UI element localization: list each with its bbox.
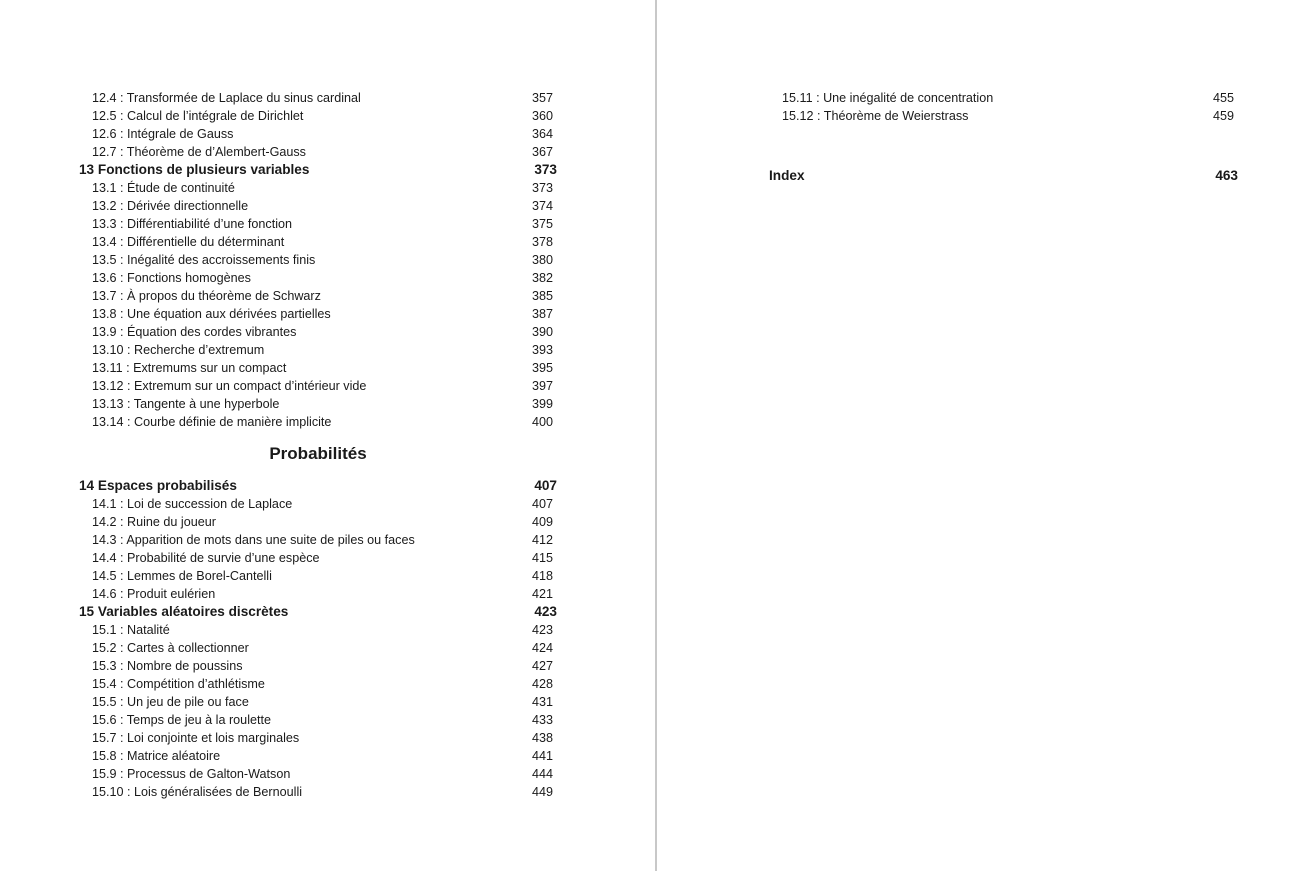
- left-page: [0, 0, 655, 871]
- section-title: 15.7 : Loi conjointe et lois marginales: [92, 731, 300, 745]
- page-number: 424: [531, 641, 553, 655]
- page-number: 360: [531, 109, 553, 123]
- page-number: 418: [531, 569, 553, 583]
- page-number: 438: [531, 731, 553, 745]
- page-number: 409: [531, 515, 553, 529]
- chapter-title: 14 Espaces probabilisés: [79, 478, 237, 493]
- page-number: 397: [531, 379, 553, 393]
- toc-section-entry[interactable]: [79, 233, 557, 251]
- page-number: 415: [531, 551, 553, 565]
- toc-left: [79, 89, 557, 801]
- toc-section-entry[interactable]: [79, 765, 557, 783]
- chapter-title: 13 Fonctions de plusieurs variables: [79, 162, 310, 177]
- page-number: 364: [531, 127, 553, 141]
- index-page-number: 463: [1215, 168, 1238, 183]
- right-page: [657, 0, 1316, 871]
- page-number: 385: [531, 289, 553, 303]
- section-title: 13.11 : Extremums sur un compact: [92, 361, 287, 375]
- page-number: 382: [531, 271, 553, 285]
- toc-section-entry[interactable]: [79, 747, 557, 765]
- page-number: 444: [531, 767, 553, 781]
- page-number: 407: [534, 478, 557, 493]
- page-number: 357: [531, 91, 553, 105]
- page-number: 421: [531, 587, 553, 601]
- index-entry[interactable]: [769, 167, 1238, 185]
- page-number: 455: [1212, 91, 1234, 105]
- page-number: 393: [531, 343, 553, 357]
- toc-section-entry[interactable]: [79, 711, 557, 729]
- toc-section-entry[interactable]: [79, 585, 557, 603]
- toc-section-entry[interactable]: [79, 377, 557, 395]
- spacer: [769, 125, 1238, 167]
- toc-section-entry[interactable]: [79, 305, 557, 323]
- section-title: 15.4 : Compétition d’athlétisme: [92, 677, 265, 691]
- section-title: 13.14 : Courbe définie de manière implicite: [92, 415, 332, 429]
- toc-section-entry[interactable]: [79, 323, 557, 341]
- page-number: 449: [531, 785, 553, 799]
- page-number: 380: [531, 253, 553, 267]
- toc-section-entry[interactable]: [79, 341, 557, 359]
- toc-section-entry[interactable]: [79, 269, 557, 287]
- toc-block-probabilites: [79, 477, 557, 801]
- toc-chapter-entry[interactable]: [79, 477, 557, 495]
- toc-section-entry[interactable]: [79, 531, 557, 549]
- toc-section-entry[interactable]: [79, 89, 557, 107]
- toc-chapter-entry[interactable]: [79, 603, 557, 621]
- section-title: 13.8 : Une équation aux dérivées partielles: [92, 307, 331, 321]
- page-number: 373: [531, 181, 553, 195]
- toc-section-entry[interactable]: [79, 567, 557, 585]
- section-title: 13.5 : Inégalité des accroissements finis: [92, 253, 316, 267]
- page-number: 423: [531, 623, 553, 637]
- toc-section-entry[interactable]: [79, 125, 557, 143]
- page-number: 400: [531, 415, 553, 429]
- toc-section-entry[interactable]: [769, 107, 1238, 125]
- section-title: 13.6 : Fonctions homogènes: [92, 271, 251, 285]
- section-title: 14.6 : Produit eulérien: [92, 587, 216, 601]
- toc-block-continued: [769, 89, 1238, 125]
- toc-section-entry[interactable]: [79, 251, 557, 269]
- toc-section-entry[interactable]: [79, 513, 557, 531]
- section-title: 15.3 : Nombre de poussins: [92, 659, 243, 673]
- section-title: 14.2 : Ruine du joueur: [92, 515, 216, 529]
- page-number: 428: [531, 677, 553, 691]
- section-title: 15.6 : Temps de jeu à la roulette: [92, 713, 271, 727]
- page-number: 395: [531, 361, 553, 375]
- section-title: 15.5 : Un jeu de pile ou face: [92, 695, 249, 709]
- page-number: 367: [531, 145, 553, 159]
- toc-section-entry[interactable]: [79, 495, 557, 513]
- toc-section-entry[interactable]: [769, 89, 1238, 107]
- toc-section-entry[interactable]: [79, 287, 557, 305]
- section-title: 15.8 : Matrice aléatoire: [92, 749, 221, 763]
- section-title: 14.3 : Apparition de mots dans une suite de piles ou faces: [92, 533, 415, 547]
- section-title: 13.1 : Étude de continuité: [92, 181, 235, 195]
- toc-section-entry[interactable]: [79, 413, 557, 431]
- section-title: 13.12 : Extremum sur un compact d’intérieur vide: [92, 379, 367, 393]
- toc-section-entry[interactable]: [79, 729, 557, 747]
- section-title: 13.2 : Dérivée directionnelle: [92, 199, 249, 213]
- section-title: 15.2 : Cartes à collectionner: [92, 641, 249, 655]
- section-title: 15.9 : Processus de Galton-Watson: [92, 767, 291, 781]
- toc-chapter-entry[interactable]: [79, 161, 557, 179]
- toc-section-entry[interactable]: [79, 549, 557, 567]
- section-title: 13.9 : Équation des cordes vibrantes: [92, 325, 297, 339]
- chapter-title: 15 Variables aléatoires discrètes: [79, 604, 289, 619]
- page-number: 399: [531, 397, 553, 411]
- toc-section-entry[interactable]: [79, 675, 557, 693]
- index-label: Index: [769, 168, 805, 183]
- page-number: 412: [531, 533, 553, 547]
- section-title: 12.7 : Théorème de d’Alembert-Gauss: [92, 145, 306, 159]
- toc-section-entry[interactable]: [79, 395, 557, 413]
- toc-section-entry[interactable]: [79, 783, 557, 801]
- section-title: 12.6 : Intégrale de Gauss: [92, 127, 234, 141]
- section-title: 15.11 : Une inégalité de concentration: [782, 91, 994, 105]
- page-number: 378: [531, 235, 553, 249]
- section-title: 13.7 : À propos du théorème de Schwarz: [92, 289, 321, 303]
- page-number: 375: [531, 217, 553, 231]
- page-number: 407: [531, 497, 553, 511]
- page-number: 374: [531, 199, 553, 213]
- page-number: 423: [534, 604, 557, 619]
- part-title: Probabilités: [269, 444, 367, 463]
- toc-section-entry[interactable]: [79, 621, 557, 639]
- toc-section-entry[interactable]: [79, 639, 557, 657]
- section-title: 14.5 : Lemmes de Borel-Cantelli: [92, 569, 272, 583]
- toc-section-entry[interactable]: [79, 359, 557, 377]
- page-number: 433: [531, 713, 553, 727]
- toc-section-entry[interactable]: [79, 143, 557, 161]
- section-title: 15.12 : Théorème de Weierstrass: [782, 109, 969, 123]
- page-number: 373: [534, 162, 557, 177]
- section-title: 12.4 : Transformée de Laplace du sinus cardinal: [92, 91, 361, 105]
- section-title: 15.1 : Natalité: [92, 623, 170, 637]
- toc-section-entry[interactable]: [79, 693, 557, 711]
- section-title: 14.1 : Loi de succession de Laplace: [92, 497, 293, 511]
- toc-section-entry[interactable]: [79, 657, 557, 675]
- section-title: 13.10 : Recherche d’extremum: [92, 343, 265, 357]
- page-number: 459: [1212, 109, 1234, 123]
- toc-section-entry[interactable]: [79, 197, 557, 215]
- toc-block-analysis: [79, 89, 557, 431]
- page-number: 387: [531, 307, 553, 321]
- section-title: 14.4 : Probabilité de survie d’une espèce: [92, 551, 320, 565]
- page-number: 427: [531, 659, 553, 673]
- page-number: 390: [531, 325, 553, 339]
- section-title: 13.3 : Différentiabilité d’une fonction: [92, 217, 292, 231]
- section-title: 12.5 : Calcul de l’intégrale de Dirichlet: [92, 109, 304, 123]
- toc-right: [769, 89, 1238, 185]
- section-title: 13.4 : Différentielle du déterminant: [92, 235, 285, 249]
- section-title: 13.13 : Tangente à une hyperbole: [92, 397, 280, 411]
- page-number: 441: [531, 749, 553, 763]
- page-number: 431: [531, 695, 553, 709]
- section-title: 15.10 : Lois généralisées de Bernoulli: [92, 785, 303, 799]
- toc-section-entry[interactable]: [79, 215, 557, 233]
- toc-section-entry[interactable]: [79, 107, 557, 125]
- toc-section-entry[interactable]: [79, 179, 557, 197]
